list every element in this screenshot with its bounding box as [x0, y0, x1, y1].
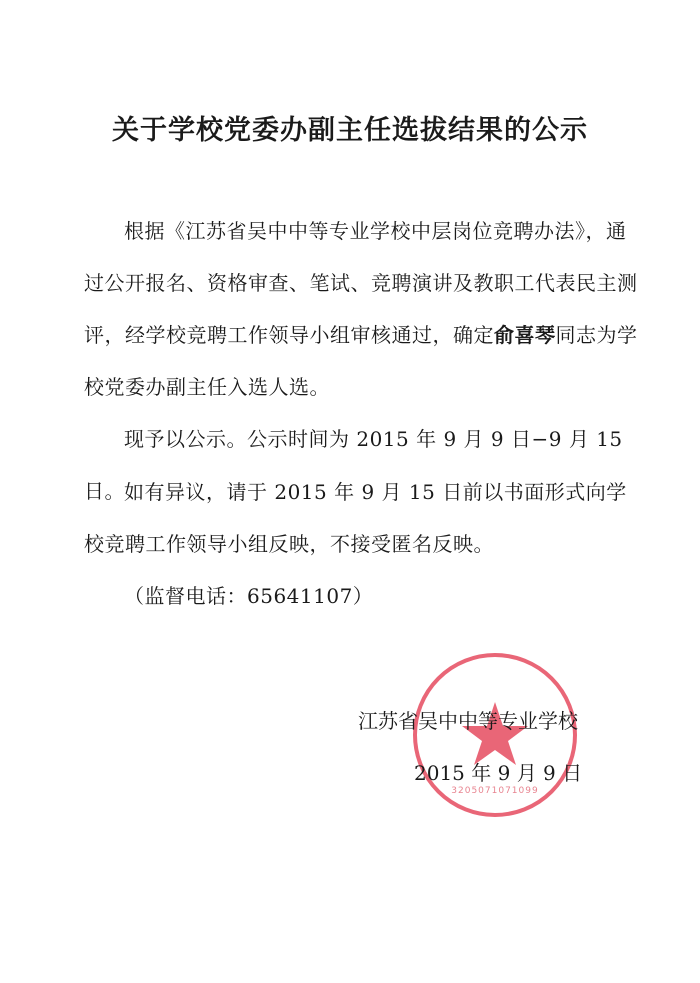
signature-block — [358, 695, 582, 799]
paragraph-announcement — [84, 205, 644, 413]
signature-organization: 江苏省吴中中等专业学校 — [358, 709, 578, 733]
candidate-name: 俞喜琴 — [494, 323, 556, 347]
signature-date: 2015 年 9 月 9 日 — [414, 761, 583, 785]
paragraph-announcement-after: 同志为学校党委办副主任入选人选。 — [84, 323, 638, 399]
paragraph-publicity-period: 现予以公示。公示时间为 2015 年 9 月 9 日−9 月 15 日。 — [84, 427, 623, 503]
document-title: 关于学校党委办副主任选拔结果的公示 — [112, 115, 588, 146]
seal-code: 3205071071099 — [451, 786, 539, 796]
paragraph-objection: 如有异议，请于 2015 年 9 月 15 日前以书面形式向学校竞聘工作领导小组反映，不接受匿名反映。 — [84, 480, 627, 556]
paragraph-announcement-before: 根据《江苏省吴中中等专业学校中层岗位竞聘办法》，通过公开报名、资格审查、笔试、竞聘演讲及教职工代表民主测评，经学校竞聘工作领导小组审核通过，确定 — [84, 219, 638, 347]
supervision-phone: （监督电话：65641107） — [124, 584, 374, 608]
